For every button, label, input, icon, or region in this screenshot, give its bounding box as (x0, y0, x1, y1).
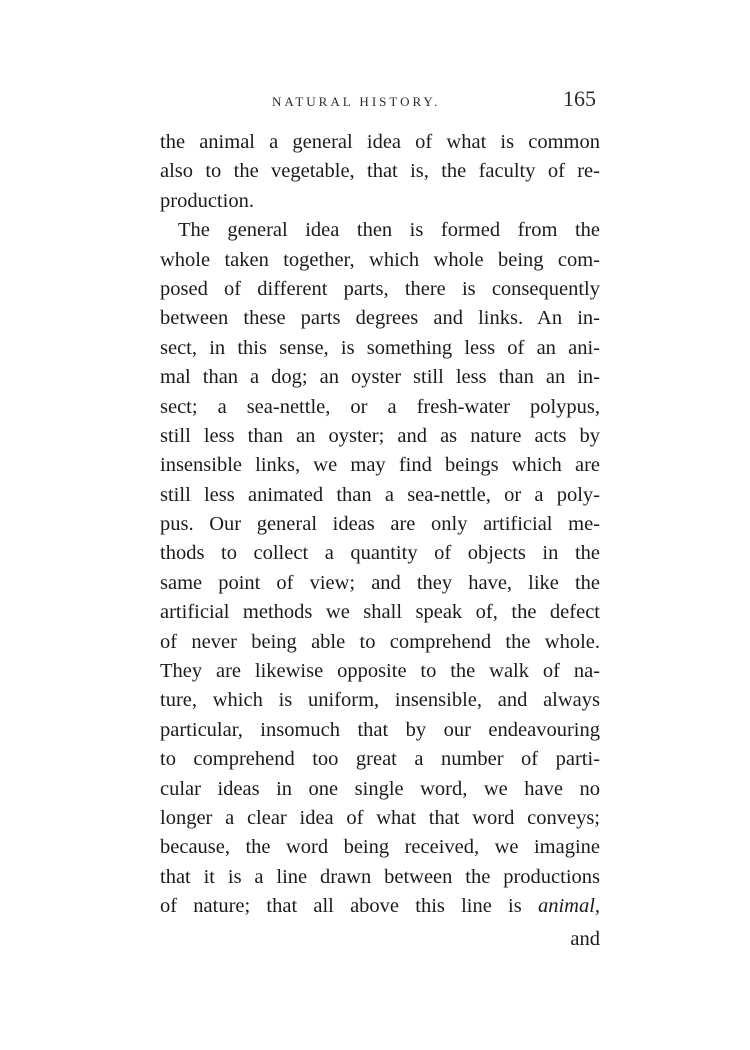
catchword: and (570, 928, 600, 950)
final-text-line (160, 892, 600, 921)
running-title: NATURAL HISTORY. (272, 94, 441, 109)
text-line: still less animated than a sea-nettle, or a poly- (160, 483, 600, 506)
text-line: that it is a line drawn between the productions (160, 865, 600, 888)
text-line: production. (160, 189, 254, 212)
text-line: sect; a sea-nettle, or a fresh-water polypus, (160, 395, 600, 418)
text-line: insensible links, we may find beings which are (160, 454, 600, 477)
paragraph-start-line: The general idea then is formed from the (178, 219, 600, 242)
final-line-roman: of nature; that all above this line is (160, 895, 522, 918)
page-number: 165 (563, 86, 596, 111)
text-line: same point of view; and they have, like the (160, 571, 600, 594)
text-line: also to the vegetable, that is, the faculty of re- (160, 160, 600, 183)
text-line: to comprehend too great a number of parti- (160, 748, 600, 771)
final-line-italic-word: animal, (537, 895, 601, 918)
text-line: cular ideas in one single word, we have no (160, 777, 600, 800)
text-line: pus. Our general ideas are only artificial me- (160, 513, 600, 536)
text-line: of never being able to comprehend the whole. (160, 630, 600, 653)
text-line: artificial methods we shall speak of, the defect (160, 601, 600, 624)
text-line: mal than a dog; an oyster still less than an in- (160, 366, 600, 389)
text-line: ture, which is uniform, insensible, and always (160, 689, 600, 712)
text-line: still less than an oyster; and as nature acts by (160, 424, 600, 447)
text-line: the animal a general idea of what is common (160, 131, 600, 153)
text-line: whole taken together, which whole being com- (160, 248, 600, 271)
text-line: between these parts degrees and links. An in- (160, 307, 600, 330)
running-head (160, 86, 600, 120)
text-line: particular, insomuch that by our endeavouring (160, 718, 600, 741)
text-line: because, the word being received, we imagine (160, 836, 600, 859)
text-line: longer a clear idea of what that word conveys; (160, 806, 600, 829)
text-line: They are likewise opposite to the walk of na- (160, 660, 600, 683)
text-line: thods to collect a quantity of objects in the (160, 542, 600, 565)
text-line: posed of different parts, there is consequently (160, 277, 600, 300)
text-line: sect, in this sense, is something less of an ani- (160, 336, 600, 359)
body-text (160, 128, 600, 922)
